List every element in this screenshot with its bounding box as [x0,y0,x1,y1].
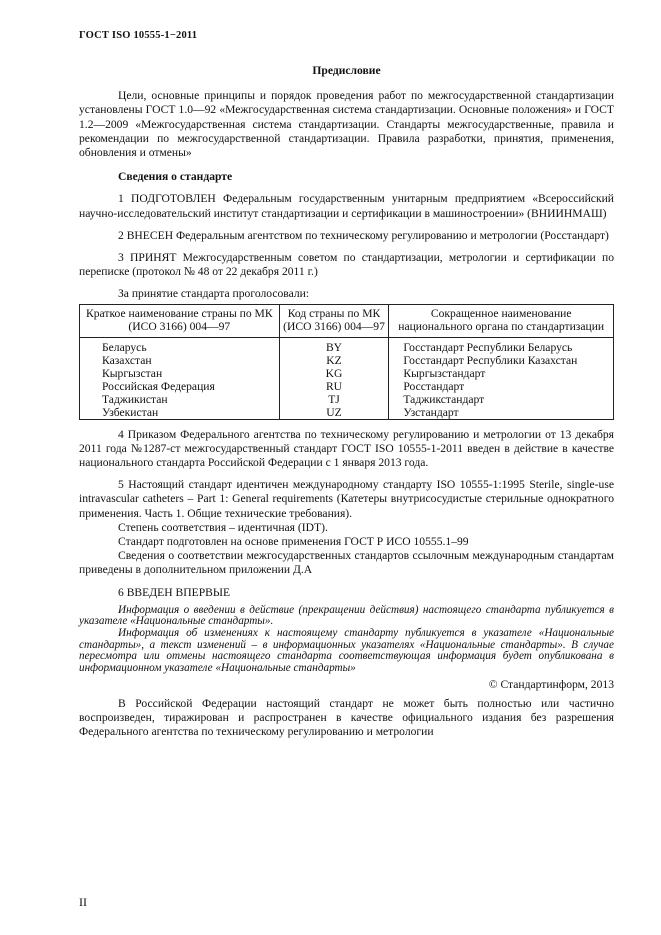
standards-body: Госстандарт Республики Беларусь [389,337,614,354]
legal-notice: В Российской Федерации настоящий стандарт не может быть полностью или частично воспроизведен, тиражирован и распространен в качестве официального издания без разрешения Федерального агентства по техническому регулированию и метрологии [79,696,614,739]
standards-body: Узстандарт [389,406,614,420]
standards-body: Росстандарт [389,380,614,393]
country-code: KZ [279,354,389,367]
country-name: Казахстан [80,354,280,367]
standards-body: Таджикстандарт [389,393,614,406]
preface-body [79,64,614,739]
preface-title: Предисловие [312,64,381,77]
info-item-2: 2 ВНЕСЕН Федеральным агентством по техническому регулированию и метрологии (Росстандарт) [118,228,609,242]
country-name: Кыргызстан [80,367,280,380]
table-row [80,380,614,393]
votes-intro: За принятие стандарта проголосовали: [118,287,310,301]
info-item-1: 1 ПОДГОТОВЛЕН Федеральным государственным унитарным предприятием «Всероссийский научно-исследовательский институт стандартизации и сертификации в машиностроении» (ВНИИНМАШ) [79,192,614,220]
notice-paragraph-2: Информация об изменениях к настоящему стандарту публикуется в указателе «Национальные стандарты», а текст изменений – в информационных указателях «Национальные стандарты». В случае пересмотра или отмены настоящего стандарта соответствующая информация будет опубликована в информационном указателе «Национальные стандарты» [79,627,614,674]
item-6: 6 ВВЕДЕН ВПЕРВЫЕ [118,585,231,599]
country-name: Узбекистан [80,406,280,420]
standard-code-header: ГОСТ ISO 10555-1−2011 [79,30,198,41]
copyright: © Стандартинформ, 2013 [488,678,614,692]
references-note: Сведения о соответствии межгосударственных стандартов ссылочным международным стандартам приведены в дополнительном приложении Д.А [79,549,614,577]
country-name: Российская Федерация [80,380,280,393]
table-row [80,393,614,406]
item-4: 4 Приказом Федерального агентства по техническому регулированию и метрологии от 13 декабря 2011 года №1287-ст межгосударственный стандарт ГОСТ ISO 10555-1-2011 введен в действие в качестве национального стандарта Российской Федерации с 1 января 2013 года. [79,427,614,470]
header-country-name: Краткое наименование страны по МК (ИСО 3166) 004—97 [80,304,280,337]
header-standards-body: Сокращенное наименование национального органа по стандартизации [389,304,614,337]
table-row [80,354,614,367]
item-5: 5 Настоящий стандарт идентичен международному стандарту ISO 10555-1:1995 Sterile, single-use intravascular catheters – Part 1: General requirements (Катетеры внутрисосудистые стерильные однократного применения. Часть 1. Общие технические требования). [79,478,614,520]
votes-table [79,304,614,420]
info-item-3: 3 ПРИНЯТ Межгосударственным советом по стандартизации, метрологии и сертификации по переписке (протокол № 48 от 22 декабря 2011 г.) [79,251,614,279]
country-name: Беларусь [80,337,280,354]
country-code: RU [279,380,389,393]
prepared-on-basis: Стандарт подготовлен на основе применения ГОСТ Р ИСО 10555.1–99 [118,535,469,549]
header-country-code: Код страны по МК (ИСО 3166) 004—97 [279,304,389,337]
publication-notice [79,605,614,675]
table-row [80,337,614,354]
country-code: BY [279,337,389,354]
info-heading: Сведения о стандарте [118,170,233,184]
preface-intro: Цели, основные принципы и порядок проведения работ по межгосударственной стандартизации установлены ГОСТ 1.0—92 «Межгосударственная система стандартизации. Основные положения» и ГОСТ 1.2—2009 «Межгосударственная система стандартизации. Стандарты межгосударственные, правила и рекомендации по межгосударственной стандартизации. Правила разработки, принятия, применения, обновления и отмены» [79,89,614,160]
standards-body: Кыргызстандарт [389,367,614,380]
standards-body: Госстандарт Республики Казахстан [389,354,614,367]
table-row [80,406,614,420]
page-number: II [79,895,87,909]
notice-paragraph-1: Информация о введении в действие (прекращении действия) настоящего стандарта публикуется в указателе «Национальные стандарты». [79,603,614,628]
country-code: KG [279,367,389,380]
country-name: Таджикистан [80,393,280,406]
country-code: TJ [279,393,389,406]
table-header-row [80,304,614,337]
table-row [80,367,614,380]
degree-of-conformity: Степень соответствия – идентичная (IDT). [118,520,328,534]
country-code: UZ [279,406,389,420]
